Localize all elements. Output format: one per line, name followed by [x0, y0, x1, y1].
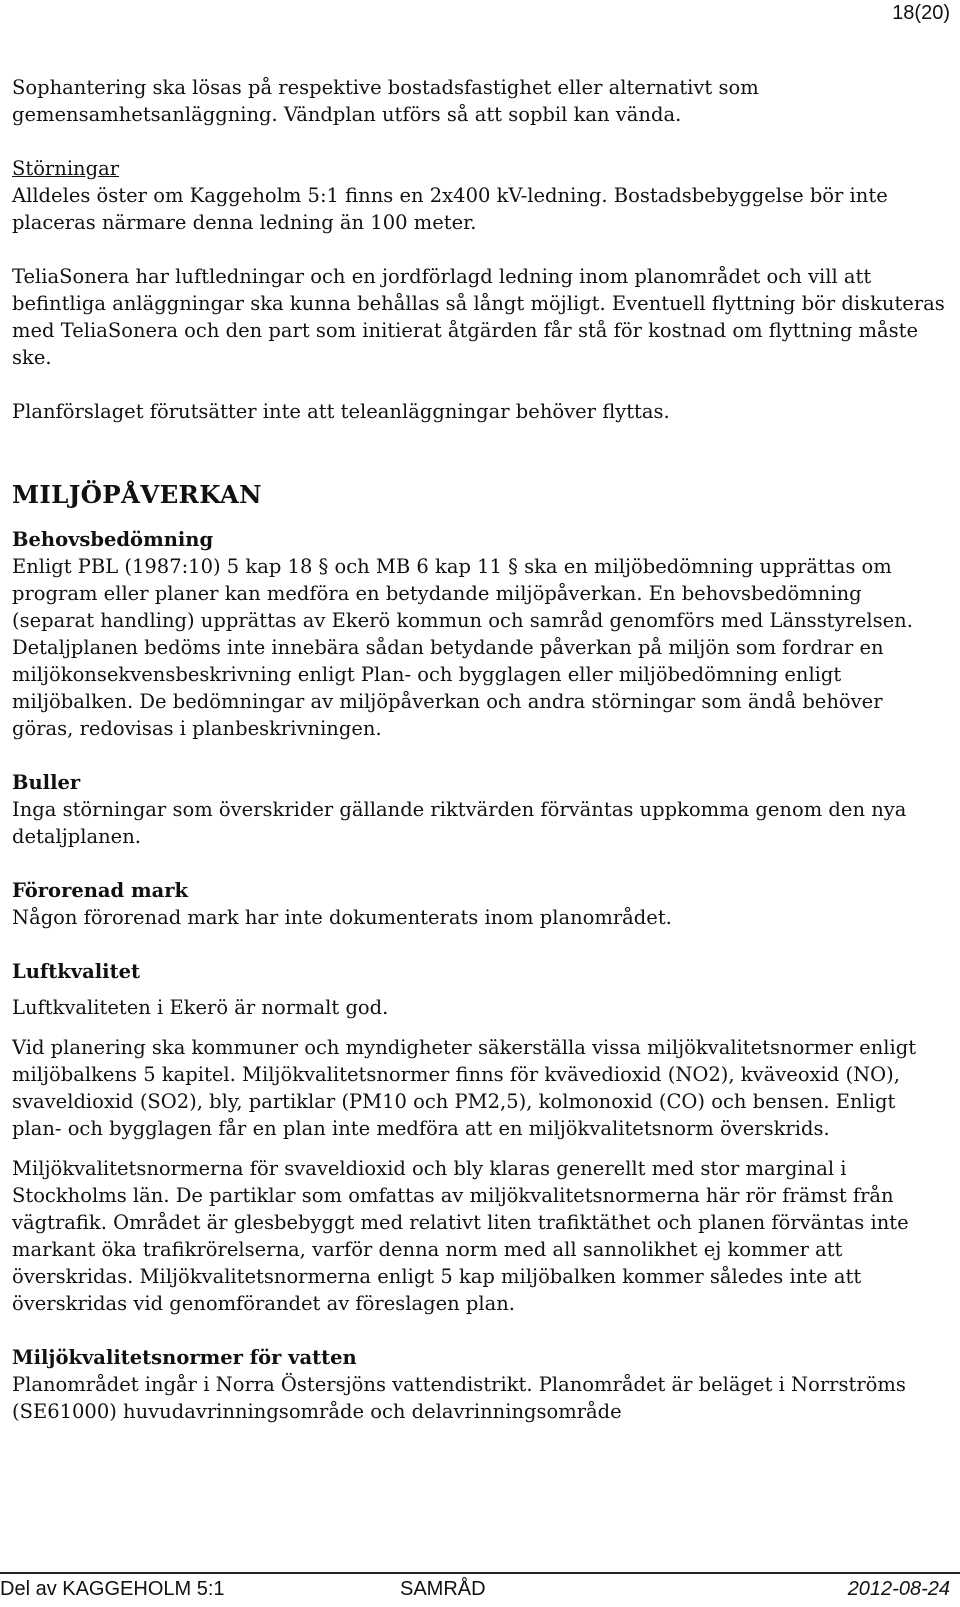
paragraph-planforslaget: Planförslaget förutsätter inte att teleanläggningar behöver flyttas.: [12, 400, 670, 423]
heading-buller: Buller: [12, 771, 81, 794]
paragraph-teliasonera: TeliaSonera har luftledningar och en jordförlagd ledning inom planområdet och vill att befintliga anläggningar ska kunna behållas så långt möjligt. Eventuell flyttning bör diskuteras med TeliaSonera och den part som initierat åtgärden får stå för kostnad om flyttning måste ske.: [12, 265, 945, 369]
heading-luftkvalitet: Luftkvalitet: [12, 960, 140, 983]
paragraph-behovsbedomning: Enligt PBL (1987:10) 5 kap 18 § och MB 6 kap 11 § ska en miljöbedömning upprättas om program eller planer kan medföra en betydande miljöpåverkan. En behovsbedömning (separat handling) upprättas av Ekerö kommun och samråd genomförs med Länsstyrelsen. Detaljplanen bedöms inte innebära sådan betydande påverkan på miljön som fordrar en miljökonsekvensbeskrivning enligt Plan- och bygglagen eller miljöbedömning enligt miljöbalken. De bedömningar av miljöpåverkan och andra störningar som ändå behöver göras, redovisas i planbeskrivningen.: [12, 555, 913, 740]
document-body: [12, 74, 947, 1425]
paragraph-fororenad-mark: Någon förorenad mark har inte dokumenterats inom planområdet.: [12, 906, 672, 929]
heading-behovsbedomning: Behovsbedömning: [12, 528, 214, 551]
heading-vatten: Miljökvalitetsnormer för vatten: [12, 1346, 357, 1369]
footer-date: 2012-08-24: [847, 1578, 950, 1600]
footer-status: SAMRÅD: [400, 1578, 486, 1600]
section-title-miljopaverkan: MILJÖPÅVERKAN: [12, 480, 262, 509]
page-number: 18(20): [892, 2, 950, 24]
paragraph-luftkvalitet-normer: Vid planering ska kommuner och myndigheter säkerställa vissa miljökvalitetsnormer enligt miljöbalkens 5 kapitel. Miljökvalitetsnormer finns för kvävedioxid (NO2), kväveoxid (NO), svaveldioxid (SO2), bly, partiklar (PM10 och PM2,5), kolmonoxid (CO) och bensen. Enligt plan- och bygglagen får en plan inte medföra att en miljökvalitetsnorm överskrids.: [12, 1036, 917, 1140]
heading-fororenad-mark: Förorenad mark: [12, 879, 189, 902]
paragraph-sophantering: Sophantering ska lösas på respektive bostadsfastighet eller alternativt som gemensamhetsanläggning. Vändplan utförs så att sopbil kan vända.: [12, 76, 759, 126]
paragraph-vatten: Planområdet ingår i Norra Östersjöns vattendistrikt. Planområdet är beläget i Norrströms (SE61000) huvudavrinningsområde och delavrinningsområde: [12, 1373, 906, 1423]
heading-storningar: Störningar: [12, 157, 120, 180]
paragraph-storningar: Alldeles öster om Kaggeholm 5:1 finns en 2x400 kV-ledning. Bostadsbebyggelse bör inte placeras närmare denna ledning än 100 meter.: [12, 184, 888, 234]
paragraph-luftkvalitet-intro: Luftkvaliteten i Ekerö är normalt god.: [12, 996, 389, 1019]
paragraph-luftkvalitet-stockholm: Miljökvalitetsnormerna för svaveldioxid och bly klaras generellt med stor marginal i Stockholms län. De partiklar som omfattas av miljökvalitetsnormerna här rör främst från vägtrafik. Området är glesbebyggt med relativt liten trafiktäthet och planen förväntas inte markant öka trafikrörelserna, varför denna norm med all sannolikhet ej kommer att överskridas. Miljökvalitetsnormerna enligt 5 kap miljöbalken kommer således inte att överskridas vid genomförandet av föreslagen plan.: [12, 1157, 909, 1315]
footer-divider: [0, 1572, 960, 1574]
paragraph-buller: Inga störningar som överskrider gällande riktvärden förväntas uppkomma genom den nya detaljplanen.: [12, 798, 907, 848]
footer-document-name: Del av KAGGEHOLM 5:1: [0, 1578, 225, 1600]
